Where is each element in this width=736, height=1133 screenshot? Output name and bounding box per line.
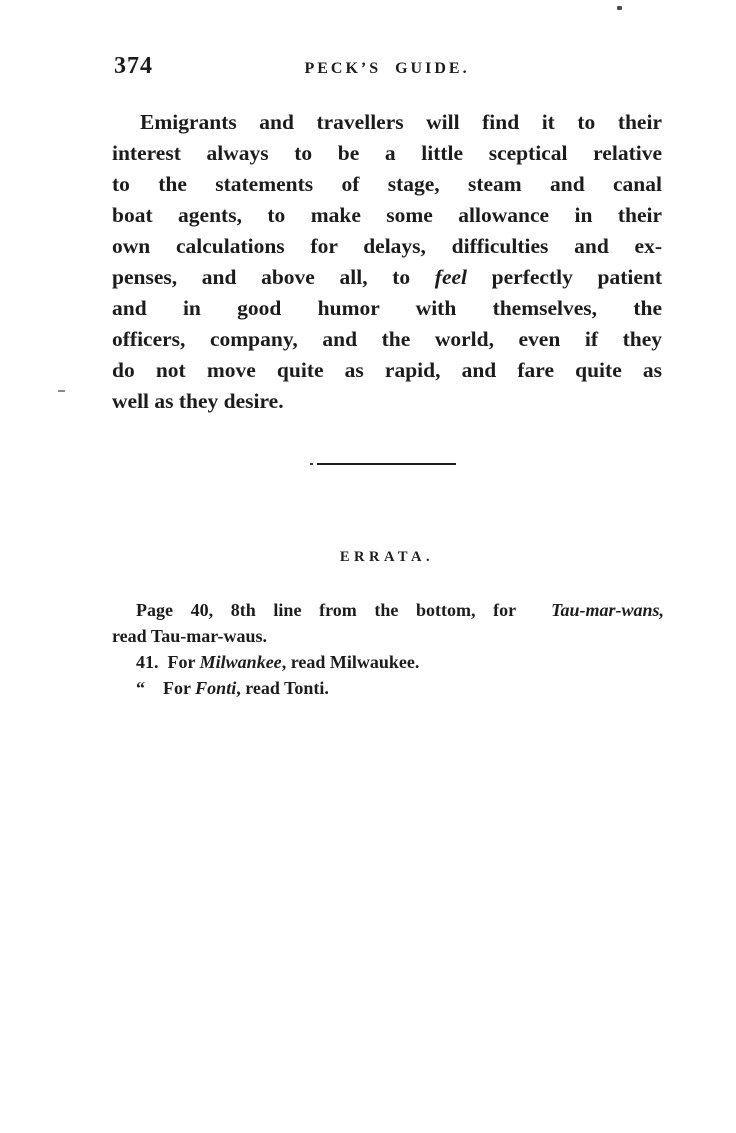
scan-artifact-dash	[58, 390, 65, 392]
text-segment: , read Milwaukee.	[281, 652, 420, 672]
text-line	[112, 262, 662, 293]
text-segment: read Tau-mar-waus.	[112, 626, 268, 646]
page-number: 374	[114, 53, 153, 79]
text-segment: penses, and above all, to	[112, 265, 435, 289]
text-segment: and in good humor with themselves, the	[112, 296, 662, 320]
text-line	[112, 231, 662, 262]
text-segment: Page 40, 8th line from the bottom, for	[136, 600, 552, 620]
italic-text-segment: Tau-mar-wans,	[551, 600, 664, 620]
body-paragraph	[112, 107, 662, 417]
text-line	[112, 324, 662, 355]
divider-dot	[310, 463, 313, 465]
text-line	[112, 355, 662, 386]
text-line	[112, 623, 664, 649]
text-segment: 41. For	[136, 652, 200, 672]
text-line	[112, 293, 662, 324]
text-line	[112, 386, 662, 417]
text-line	[112, 649, 664, 675]
text-segment: well as they desire.	[112, 389, 284, 413]
running-head-title: PECK’S GUIDE.	[304, 60, 470, 77]
text-line	[112, 675, 664, 701]
errata-list	[112, 597, 664, 701]
text-segment: perfectly patient	[467, 265, 662, 289]
text-line	[112, 597, 664, 623]
text-segment: to the statements of stage, steam and canal	[112, 172, 662, 196]
text-line	[112, 107, 662, 138]
section-divider-rule	[317, 463, 456, 465]
text-line	[112, 138, 662, 169]
italic-text-segment: Milwankee	[199, 652, 282, 672]
text-segment: boat agents, to make some allowance in their	[112, 203, 662, 227]
text-segment: “ For	[136, 678, 196, 698]
errata-heading: ERRATA.	[339, 549, 435, 565]
italic-text-segment: Fonti	[195, 678, 237, 698]
text-segment: interest always to be a little sceptical relative	[112, 141, 662, 165]
text-segment: officers, company, and the world, even if they	[112, 327, 662, 351]
text-segment: do not move quite as rapid, and fare quite as	[112, 358, 662, 382]
italic-text-segment: feel	[434, 265, 468, 289]
text-line	[112, 200, 662, 231]
scan-artifact-speck	[617, 6, 622, 10]
text-segment: own calculations for delays, difficulties and ex-	[112, 234, 662, 258]
text-line	[112, 169, 662, 200]
text-segment: , read Tonti.	[236, 678, 329, 698]
text-segment: Emigrants and travellers will find it to their	[140, 110, 662, 134]
